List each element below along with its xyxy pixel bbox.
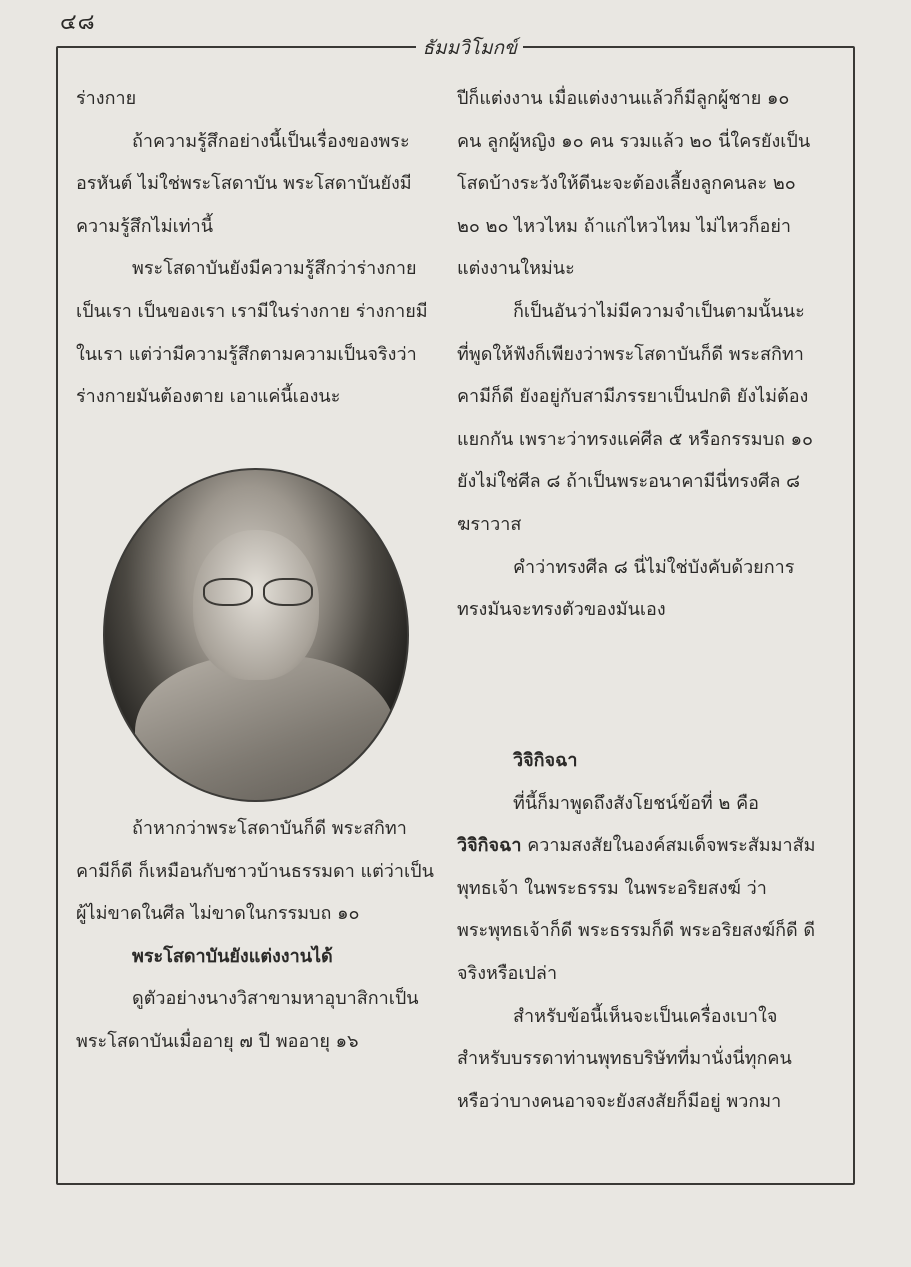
paragraph: คำว่าทรงศีล ๘ นี่ไม่ใช่บังคับด้วยการทรงมันจะทรงตัวของมันเอง	[457, 556, 795, 621]
paragraph: ร่างกาย	[76, 88, 137, 109]
paragraph: สำหรับข้อนี้เห็นจะเป็นเครื่องเบาใจสำหรับบรรดาท่านพุทธบริษัทที่มานั่งนี่ทุกคน หรือว่าบางคนอาจจะยังสงสัยก็มีอยู่ พวกมา	[457, 1005, 792, 1112]
paragraph: ดูตัวอย่างนางวิสาขามหาอุบาสิกาเป็นพระโสดาบันเมื่ออายุ ๗ ปี พออายุ ๑๖	[76, 988, 419, 1052]
running-header-title: ธัมมวิโมกข์	[416, 33, 523, 63]
section-heading: พระโสดาบันยังแต่งงานได้	[132, 945, 333, 967]
paragraph	[457, 825, 817, 995]
monk-portrait-photo	[103, 468, 409, 802]
right-column-lower	[457, 740, 817, 1123]
left-column-upper	[76, 78, 434, 419]
paragraph: ที่พูดให้ฟังก็เพียงว่าพระโสดาบันก็ดี พระสกิทาคามีก็ดี ยังอยู่กับสามีภรรยาเป็นปกติ ยังไม่ต้องแยกกัน เพราะว่าทรงแค่ศีล ๕ หรือกรรมบถ ๑๐ ยังไม่ใช่ศีล ๘ ถ้าเป็นพระอนาคามีนี่ทรงศีล ๘ ฆราวาส	[457, 343, 814, 535]
right-column-upper	[457, 78, 817, 632]
term-bold: วิจิกิจฉา	[457, 835, 522, 857]
paragraph: ถ้าหากว่าพระโสดาบันก็ดี พระสกิทาคามีก็ดี ก็เหมือนกับชาวบ้านธรรมดา แต่ว่าเป็นผู้ไม่ขาดในศีล ไม่ขาดในกรรมบถ ๑๐	[76, 818, 434, 925]
paragraph: ก็เป็นอันว่าไม่มีความจำเป็นตามนั้นนะ	[513, 300, 805, 322]
left-column-lower	[76, 808, 434, 1064]
paragraph: พระโสดาบันยังมีความรู้สึกว่าร่างกายเป็นเรา เป็นของเรา เรามีในร่างกาย ร่างกายมีในเรา แต่ว่ามีความรู้สึกตามความเป็นจริงว่าร่างกายมันต้องตาย เอาแค่นี้เองนะ	[76, 258, 428, 408]
paragraph: ถ้าความรู้สึกอย่างนี้เป็นเรื่องของพระอรหันต์ ไม่ใช่พระโสดาบัน พระโสดาบันยังมีความรู้สึกไม่เท่านี้	[76, 130, 412, 237]
paragraph: ที่นี้ก็มาพูดถึงสังโยชน์ข้อที่ ๒ คือ	[513, 792, 759, 814]
page-number: ๔๘	[60, 10, 96, 35]
paragraph: ปีก็แต่งงาน เมื่อแต่งงานแล้วก็มีลูกผู้ชาย ๑๐ คน ลูกผู้หญิง ๑๐ คน รวมแล้ว ๒๐ นี่ใครยังเป็นโสดบ้างระวังให้ดีนะจะต้องเลี้ยงลูกคนละ ๒๐ ๒๐ ๒๐ ไหวไหม ถ้าแก่ไหวไหม ไม่ไหวก็อย่าแต่งงานใหม่นะ	[457, 88, 811, 280]
paragraph-text: ความสงสัยในองค์สมเด็จพระสัมมาสัมพุทธเจ้า ในพระธรรม ในพระอริยสงฆ์ ว่าพระพุทธเจ้าก็ดี พระธรรมก็ดี พระอริยสงฆ์ก็ดี ดีจริงหรือเปล่า	[457, 835, 816, 984]
section-heading: วิจิกิจฉา	[513, 750, 578, 771]
photo-glasses-shape	[203, 578, 311, 602]
